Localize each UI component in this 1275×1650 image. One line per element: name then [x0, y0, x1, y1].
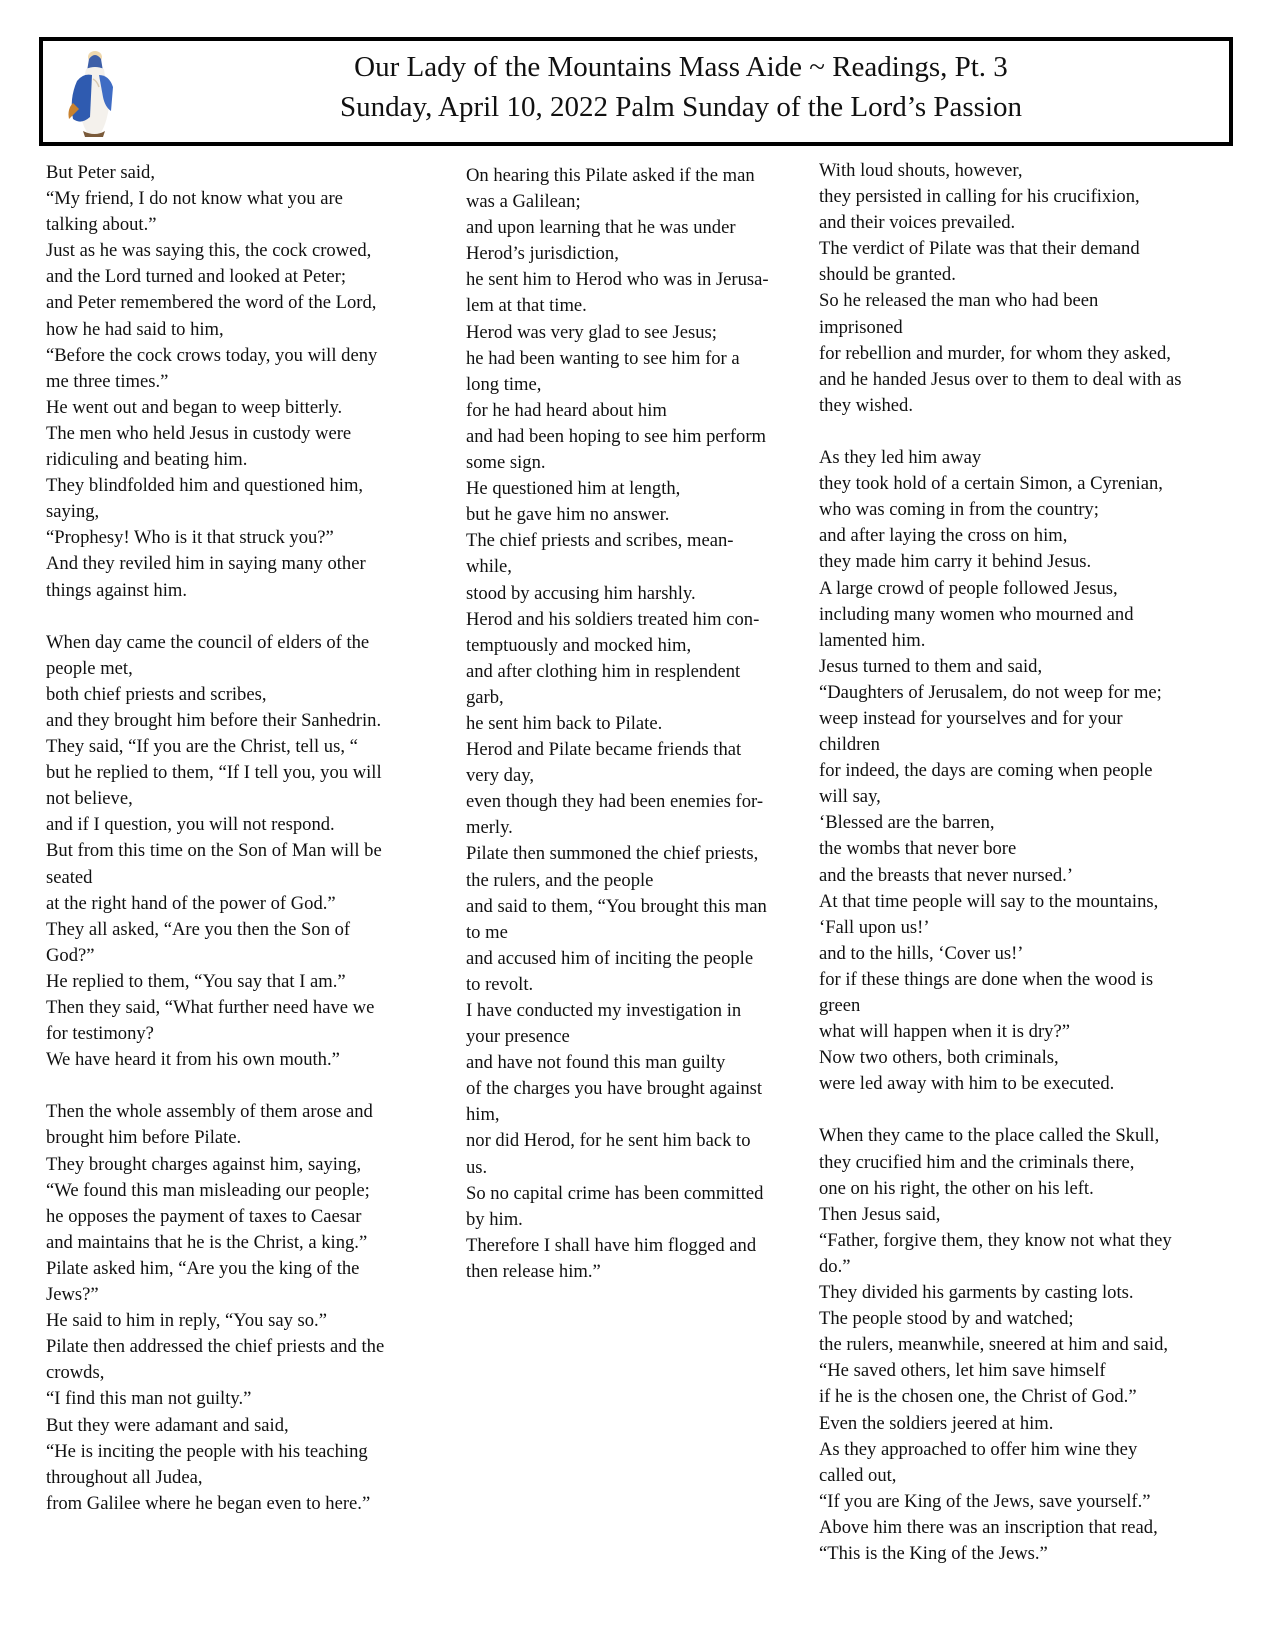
reading-line: God?”: [46, 944, 95, 966]
reading-line: who was coming in from the country;: [819, 499, 1099, 521]
reading-line: they persisted in calling for his crucifixion,: [819, 186, 1140, 208]
paragraph-break: [819, 1097, 1234, 1123]
reading-line: Even the soldiers jeered at him.: [819, 1412, 1054, 1434]
reading-line: The chief priests and scribes, mean-: [466, 530, 734, 552]
reading-line: and have not found this man guilty: [466, 1052, 726, 1074]
reading-line: saying,: [46, 501, 100, 523]
reading-line: and had been hoping to see him perform: [466, 425, 766, 447]
reading-line: But from this time on the Son of Man will be: [46, 840, 382, 862]
reading-line: Herod’s jurisdiction,: [466, 243, 619, 265]
reading-line: and maintains that he is the Christ, a king.”: [46, 1231, 368, 1253]
reading-line: He went out and began to weep bitterly.: [46, 396, 343, 418]
reading-line: if he is the chosen one, the Christ of God.”: [819, 1386, 1137, 1408]
reading-line: but he replied to them, “If I tell you, you will: [46, 762, 382, 784]
reading-line: crowds,: [46, 1362, 105, 1384]
reading-line: A large crowd of people followed Jesus,: [819, 577, 1118, 599]
reading-column-1: [46, 160, 431, 1517]
reading-line: Herod and his soldiers treated him con-: [466, 608, 760, 630]
reading-line: Jews?”: [46, 1284, 99, 1306]
reading-line: I have conducted my investigation in: [466, 1000, 742, 1021]
reading-line: “Prophesy! Who is it that struck you?”: [46, 527, 334, 549]
reading-line: then release him.”: [466, 1260, 601, 1282]
reading-line: imprisoned: [819, 316, 903, 338]
reading-line: and Peter remembered the word of the Lord,: [46, 292, 377, 314]
reading-line: they wished.: [819, 394, 913, 416]
reading-line: throughout all Judea,: [46, 1466, 203, 1488]
reading-line: They brought charges against him, saying,: [46, 1153, 362, 1175]
reading-line: lem at that time.: [466, 295, 587, 317]
reading-line: Herod and Pilate became friends that: [466, 739, 742, 761]
header-box: [39, 37, 1233, 146]
reading-line: the rulers, meanwhile, sneered at him and said,: [819, 1334, 1169, 1356]
reading-line: Jesus turned to them and said,: [819, 655, 1043, 677]
reading-line: do.”: [819, 1255, 851, 1277]
reading-line: for rebellion and murder, for whom they asked,: [819, 342, 1171, 364]
reading-line: They blindfolded him and questioned him,: [46, 475, 364, 497]
reading-line: So no capital crime has been committed: [466, 1182, 764, 1204]
reading-line: ‘Fall upon us!’: [819, 916, 930, 938]
reading-line: ridiculing and beating him.: [46, 449, 248, 471]
reading-line: were led away with him to be executed.: [819, 1073, 1115, 1095]
reading-line: Just as he was saying this, the cock crowed,: [46, 240, 372, 262]
reading-line: “This is the King of the Jews.”: [819, 1542, 1048, 1564]
reading-line: him,: [466, 1104, 500, 1126]
reading-line: So he released the man who had been: [819, 290, 1099, 312]
reading-line: They divided his garments by casting lots.: [819, 1282, 1134, 1304]
reading-line: to me: [466, 921, 508, 943]
reading-line: With loud shouts, however,: [819, 160, 1023, 181]
reading-line: they crucified him and the criminals there,: [819, 1151, 1135, 1173]
reading-line: how he had said to him,: [46, 318, 224, 340]
reading-line: brought him before Pilate.: [46, 1127, 242, 1149]
reading-line: “Father, forgive them, they know not what they: [819, 1229, 1172, 1251]
reading-line: things against him.: [46, 579, 187, 601]
reading-line: stood by accusing him harshly.: [466, 582, 696, 604]
reading-line: he opposes the payment of taxes to Caesar: [46, 1205, 362, 1227]
reading-line: We have heard it from his own mouth.”: [46, 1049, 340, 1071]
reading-line: On hearing this Pilate asked if the man: [466, 165, 755, 186]
page-title: [153, 47, 1209, 127]
reading-line: garb,: [466, 686, 504, 708]
madonna-figure-icon: [59, 47, 127, 139]
reading-line: Then the whole assembly of them arose and: [46, 1101, 373, 1123]
title-line-1: Our Lady of the Mountains Mass Aide ~ Readings, Pt. 3: [354, 51, 1008, 83]
reading-line: for if these things are done when the wood is: [819, 968, 1154, 990]
reading-line: very day,: [466, 765, 534, 787]
reading-line: and after clothing him in resplendent: [466, 660, 741, 682]
reading-line: me three times.”: [46, 370, 169, 392]
paragraph-break: [46, 604, 431, 630]
reading-line: talking about.”: [46, 214, 157, 236]
reading-line: nor did Herod, for he sent him back to: [466, 1130, 751, 1152]
reading-line: The verdict of Pilate was that their demand: [819, 238, 1140, 260]
reading-line: people met,: [46, 657, 133, 679]
reading-line: They all asked, “Are you then the Son of: [46, 918, 351, 940]
reading-line: When they came to the place called the Skull,: [819, 1125, 1160, 1147]
reading-line: and said to them, “You brought this man: [466, 895, 767, 917]
reading-line: When day came the council of elders of the: [46, 631, 370, 653]
reading-line: Above him there was an inscription that read,: [819, 1516, 1158, 1538]
reading-line: “I find this man not guilty.”: [46, 1388, 252, 1410]
reading-line: they made him carry it behind Jesus.: [819, 551, 1092, 573]
reading-line: and they brought him before their Sanhedrin.: [46, 709, 382, 731]
reading-line: called out,: [819, 1464, 897, 1486]
reading-line: the wombs that never bore: [819, 838, 1017, 860]
paragraph-break: [46, 1073, 431, 1099]
reading-line: the rulers, and the people: [466, 869, 654, 891]
reading-line: even though they had been enemies for-: [466, 791, 764, 813]
reading-line: was a Galilean;: [466, 191, 581, 213]
reading-column-2: [466, 163, 816, 1285]
reading-line: and accused him of inciting the people: [466, 947, 754, 969]
reading-line: he sent him back to Pilate.: [466, 712, 663, 734]
reading-line: what will happen when it is dry?”: [819, 1021, 1070, 1043]
reading-line: for indeed, the days are coming when people: [819, 760, 1153, 782]
reading-line: Then they said, “What further need have we: [46, 997, 375, 1018]
reading-line: Herod was very glad to see Jesus;: [466, 321, 717, 343]
reading-line: one on his right, the other on his left.: [819, 1177, 1094, 1199]
reading-line: and if I question, you will not respond.: [46, 814, 335, 836]
reading-line: Pilate then summoned the chief priests,: [466, 843, 759, 865]
reading-line: from Galilee where he began even to here.”: [46, 1492, 371, 1514]
title-line-2: Sunday, April 10, 2022 Palm Sunday of the Lord’s Passion: [339, 91, 1023, 123]
reading-line: and upon learning that he was under: [466, 217, 736, 239]
reading-line: and their voices prevailed.: [819, 212, 1016, 234]
reading-line: “If you are King of the Jews, save yourself.”: [819, 1490, 1151, 1512]
reading-line: by him.: [466, 1208, 523, 1230]
reading-line: and to the hills, ‘Cover us!’: [819, 942, 1024, 964]
reading-line: “We found this man misleading our people;: [46, 1179, 370, 1201]
reading-line: They said, “If you are the Christ, tell us, “: [46, 736, 358, 758]
reading-line: at the right hand of the power of God.”: [46, 892, 336, 914]
reading-line: while,: [466, 556, 512, 578]
reading-line: long time,: [466, 373, 542, 395]
reading-line: And they reviled him in saying many other: [46, 553, 366, 575]
reading-line: “Before the cock crows today, you will deny: [46, 344, 378, 366]
reading-line: Then Jesus said,: [819, 1203, 941, 1225]
reading-line: “He saved others, let him save himself: [819, 1360, 1106, 1382]
reading-line: and the Lord turned and looked at Peter;: [46, 266, 346, 288]
reading-line: He questioned him at length,: [466, 478, 681, 500]
reading-line: he sent him to Herod who was in Jerusa-: [466, 269, 769, 291]
reading-line: and the breasts that never nursed.’: [819, 864, 1074, 886]
reading-line: us.: [466, 1156, 488, 1178]
reading-line: and after laying the cross on him,: [819, 525, 1068, 547]
reading-line: seated: [46, 866, 93, 888]
reading-line: He said to him in reply, “You say so.”: [46, 1310, 327, 1332]
reading-line: ‘Blessed are the barren,: [819, 812, 995, 834]
reading-line: for testimony?: [46, 1023, 154, 1045]
reading-line: He replied to them, “You say that I am.”: [46, 970, 346, 992]
reading-line: green: [819, 995, 861, 1016]
reading-line: some sign.: [466, 452, 546, 474]
reading-line: But Peter said,: [46, 162, 155, 183]
reading-line: he had been wanting to see him for a: [466, 347, 740, 369]
reading-line: children: [819, 734, 880, 756]
reading-line: to revolt.: [466, 973, 534, 995]
reading-line: The people stood by and watched;: [819, 1308, 1074, 1330]
reading-line: of the charges you have brought against: [466, 1078, 763, 1100]
reading-line: As they approached to offer him wine they: [819, 1438, 1138, 1460]
reading-line: Now two others, both criminals,: [819, 1047, 1059, 1069]
reading-line: As they led him away: [819, 447, 982, 469]
reading-line: The men who held Jesus in custody were: [46, 422, 352, 444]
reading-line: not believe,: [46, 788, 133, 810]
reading-line: will say,: [819, 786, 881, 808]
reading-line: lamented him.: [819, 629, 926, 651]
reading-line: for he had heard about him: [466, 399, 667, 421]
reading-line: and he handed Jesus over to them to deal with as: [819, 368, 1182, 390]
reading-line: both chief priests and scribes,: [46, 683, 267, 705]
reading-line: “My friend, I do not know what you are: [46, 188, 343, 210]
reading-line: Therefore I shall have him flogged and: [466, 1234, 757, 1256]
reading-line: But they were adamant and said,: [46, 1414, 289, 1436]
reading-line: “Daughters of Jerusalem, do not weep for me;: [819, 681, 1162, 703]
paragraph-break: [819, 419, 1234, 445]
reading-line: At that time people will say to the mountains,: [819, 890, 1159, 912]
reading-line: Pilate asked him, “Are you the king of the: [46, 1257, 360, 1279]
reading-line: weep instead for yourselves and for your: [819, 707, 1123, 729]
reading-line: “He is inciting the people with his teaching: [46, 1440, 368, 1462]
reading-line: including many women who mourned and: [819, 603, 1134, 625]
reading-line: should be granted.: [819, 264, 956, 286]
reading-line: but he gave him no answer.: [466, 504, 670, 526]
reading-column-3: [819, 158, 1234, 1567]
reading-line: temptuously and mocked him,: [466, 634, 692, 656]
reading-line: Pilate then addressed the chief priests and the: [46, 1336, 385, 1358]
reading-line: they took hold of a certain Simon, a Cyrenian,: [819, 473, 1163, 495]
reading-line: your presence: [466, 1026, 570, 1048]
reading-line: merly.: [466, 817, 513, 839]
